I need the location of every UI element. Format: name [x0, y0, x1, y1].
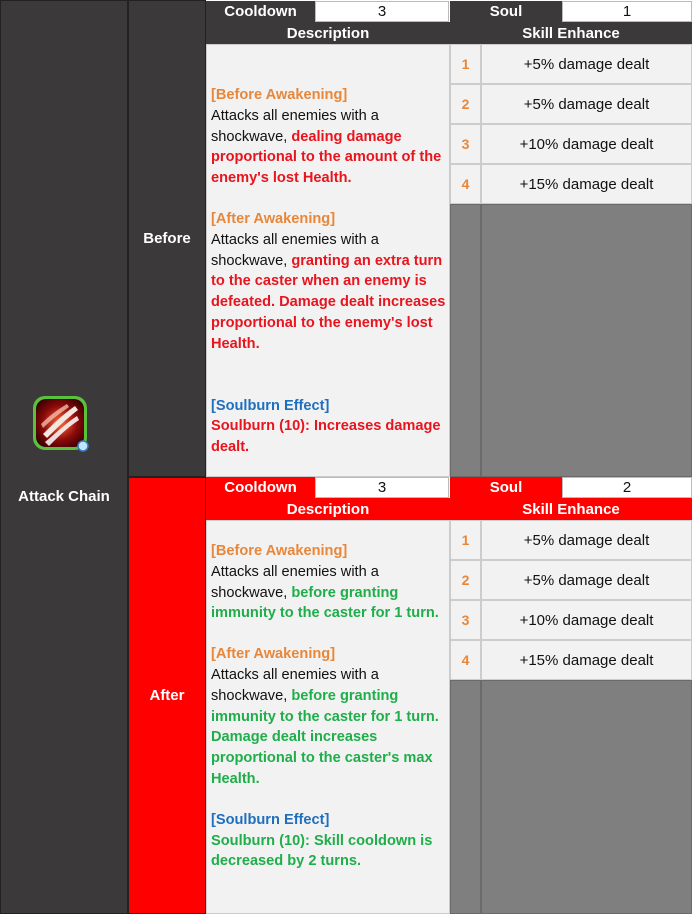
after-awk-before-text — [211, 562, 449, 624]
after-enhance-num-1: 1 — [450, 520, 481, 560]
after-row-label: After — [128, 477, 206, 914]
before-enhance-num-1: 1 — [450, 44, 481, 84]
after-awk-after-effect: before granting immunity to the caster for 1 turn. Damage dealt increases proportional to the caster's max Health. — [211, 687, 439, 787]
after-enhance-text-1: +5% damage dealt — [481, 520, 692, 560]
after-soul-value: 2 — [562, 477, 692, 498]
before-soulburn-title: [Soulburn Effect] — [211, 397, 330, 414]
after-cooldown-value: 3 — [315, 477, 449, 498]
after-awk-before-title: [Before Awakening] — [211, 543, 348, 559]
after-enhance-num-2: 2 — [450, 560, 481, 600]
after-enhance-text-3: +10% damage dealt — [481, 600, 692, 640]
after-awk-after-text — [211, 665, 449, 790]
after-soulburn-text: Soulburn (10): Skill cooldown is decreased by 2 turns. — [211, 832, 433, 870]
after-awk-after-title: [After Awakening] — [211, 646, 336, 663]
before-description-header: Description — [206, 22, 450, 44]
before-cooldown-label: Cooldown — [206, 1, 315, 22]
before-enhance-text-4: +15% damage dealt — [481, 164, 692, 204]
before-enhance-num-2: 2 — [450, 84, 481, 124]
after-soulburn-title: [Soulburn Effect] — [211, 811, 330, 828]
skill-icon — [31, 394, 89, 452]
before-soulburn-text: Soulburn (10): Increases damage dealt. — [211, 418, 441, 456]
before-enhance-empty-num — [450, 204, 481, 477]
before-soul-label: Soul — [450, 1, 562, 22]
after-cooldown-label: Cooldown — [206, 477, 315, 498]
before-enhance-empty-text — [481, 204, 692, 477]
before-cooldown-value: 3 — [315, 1, 449, 22]
after-awk-before-plain: Attacks all enemies with a shockwave, — [211, 563, 379, 601]
before-enhance-num-3: 3 — [450, 124, 481, 164]
after-enhance-header: Skill Enhance — [450, 498, 692, 520]
before-awk-before-effect: dealing damage proportional to the amount of the enemy's lost Health. — [211, 128, 442, 187]
after-awk-before-effect: before granting immunity to the caster for 1 turn. — [211, 584, 439, 622]
skill-column — [0, 0, 128, 914]
before-awk-after-title: [After Awakening] — [211, 210, 336, 227]
after-soul-label: Soul — [450, 477, 562, 498]
before-awk-after-text — [211, 230, 449, 355]
after-enhance-empty-text — [481, 680, 692, 914]
before-row-label: Before — [128, 0, 206, 477]
before-enhance-num-4: 4 — [450, 164, 481, 204]
after-enhance-text-2: +5% damage dealt — [481, 560, 692, 600]
before-awk-before-text — [211, 106, 449, 189]
before-awk-after-plain: Attacks all enemies with a shockwave, — [211, 231, 379, 269]
after-enhance-empty-num — [450, 680, 481, 914]
before-enhance-text-3: +10% damage dealt — [481, 124, 692, 164]
skill-name: Attack Chain — [18, 488, 110, 505]
after-enhance-num-4: 4 — [450, 640, 481, 680]
before-enhance-text-2: +5% damage dealt — [481, 84, 692, 124]
after-description-header: Description — [206, 498, 450, 520]
before-soul-value: 1 — [562, 1, 692, 22]
after-enhance-num-3: 3 — [450, 600, 481, 640]
before-awk-after-effect: granting an extra turn to the caster when an enemy is defeated. Damage dealt increases proportional to the enemy's lost Health. — [211, 252, 446, 352]
before-awk-before-plain: Attacks all enemies with a shockwave, — [211, 107, 379, 145]
before-description — [206, 44, 450, 477]
after-description — [206, 520, 450, 914]
before-enhance-text-1: +5% damage dealt — [481, 44, 692, 84]
before-awk-before-title: [Before Awakening] — [211, 87, 348, 103]
after-awk-after-plain: Attacks all enemies with a shockwave, — [211, 666, 379, 704]
before-enhance-header: Skill Enhance — [450, 22, 692, 44]
after-enhance-text-4: +15% damage dealt — [481, 640, 692, 680]
